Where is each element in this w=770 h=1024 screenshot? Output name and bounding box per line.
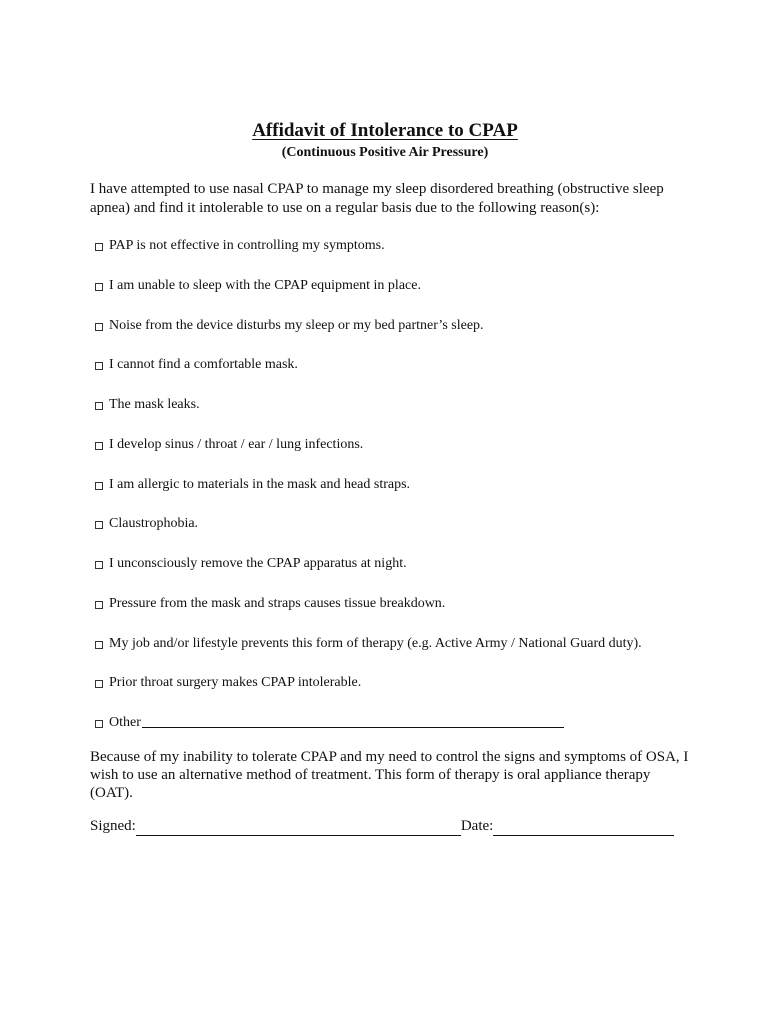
reason-item-other[interactable] [95, 713, 642, 753]
reason-item[interactable] [95, 395, 642, 435]
reason-item[interactable] [95, 316, 642, 356]
reason-item[interactable] [95, 594, 642, 634]
date-label: Date: [460, 818, 494, 834]
reason-item[interactable] [95, 634, 642, 674]
signature-row [90, 816, 674, 836]
reason-item[interactable] [95, 475, 642, 515]
reason-item[interactable] [95, 435, 642, 475]
reason-label: I cannot find a comfortable mask. [109, 357, 298, 373]
checkbox-icon[interactable] [95, 362, 103, 370]
checkbox-icon[interactable] [95, 720, 103, 728]
reason-item[interactable] [95, 276, 642, 316]
intro-paragraph: I have attempted to use nasal CPAP to manage my sleep disordered breathing (obstructive sleep apnea) and find it intolerable to use on a regular basis due to the following reason(s): [90, 181, 664, 216]
reason-label: I unconsciously remove the CPAP apparatus at night. [109, 556, 407, 571]
reason-item[interactable] [95, 355, 642, 395]
reason-item[interactable] [95, 236, 642, 276]
checkbox-icon[interactable] [95, 521, 103, 529]
reason-item[interactable] [95, 554, 642, 594]
checkbox-icon[interactable] [95, 323, 103, 331]
reason-label: I am allergic to materials in the mask and head straps. [109, 476, 411, 492]
document-subtitle: (Continuous Positive Air Pressure) [281, 145, 489, 160]
reason-label: Prior throat surgery makes CPAP intolerable. [109, 675, 362, 691]
other-label: Other [109, 715, 141, 730]
reason-label: PAP is not effective in controlling my symptoms. [109, 238, 385, 253]
reason-label: Pressure from the mask and straps causes tissue breakdown. [109, 595, 446, 611]
reason-label: Claustrophobia. [109, 516, 199, 532]
reason-label: My job and/or lifestyle prevents this form of therapy (e.g. Active Army / National Guard duty). [109, 635, 642, 651]
checkbox-icon[interactable] [95, 641, 103, 649]
checkbox-icon[interactable] [95, 482, 103, 490]
signed-label: Signed: [90, 818, 136, 834]
reason-label: I am unable to sleep with the CPAP equipment in place. [109, 277, 421, 293]
reason-item[interactable] [95, 673, 642, 713]
document-title: Affidavit of Intolerance to CPAP [252, 120, 518, 141]
checkbox-icon[interactable] [95, 601, 103, 609]
reason-label: The mask leaks. [109, 397, 200, 412]
checkbox-icon[interactable] [95, 680, 103, 688]
checkbox-icon[interactable] [95, 283, 103, 291]
date-line[interactable] [493, 820, 674, 836]
reason-item[interactable] [95, 514, 642, 554]
reason-label: I develop sinus / throat / ear / lung infections. [109, 436, 364, 452]
signature-line[interactable] [136, 820, 461, 836]
checkbox-icon[interactable] [95, 442, 103, 450]
checkbox-icon[interactable] [95, 243, 103, 251]
checkbox-icon[interactable] [95, 402, 103, 410]
checkbox-icon[interactable] [95, 561, 103, 569]
closing-paragraph: Because of my inability to tolerate CPAP and my need to control the signs and symptoms of OSA, I wish to use an alternative method of treatment. This form of therapy is oral appliance therapy (OAT). [90, 749, 689, 801]
reason-label: Noise from the device disturbs my sleep or my bed partner’s sleep. [109, 317, 484, 333]
reason-checklist [95, 236, 642, 753]
other-blank-line[interactable] [142, 713, 564, 728]
